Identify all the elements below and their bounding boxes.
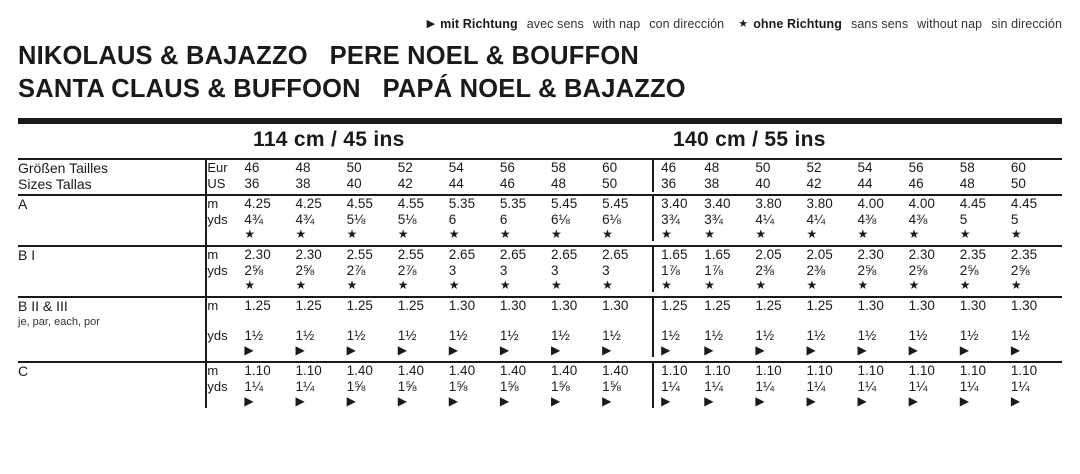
b1-yds-140-4: 2⅝ — [857, 263, 877, 279]
size-eur-140-4: 54 — [857, 160, 873, 176]
b23-nap-114-0: ▶ — [244, 343, 254, 358]
a-yds-140-1: 3¾ — [704, 212, 724, 228]
c-nap-unit-blank — [206, 394, 244, 408]
c-yds-140-0: 1¼ — [653, 379, 704, 394]
b23-yds-114-0: 1½ — [244, 328, 264, 344]
piece-label-a: A — [18, 195, 206, 212]
piece-label-b1: B I — [18, 246, 206, 263]
b1-nap-140-1: ★ — [704, 278, 716, 293]
c-m-114-1: 1.10 — [296, 362, 347, 379]
table-row-c-yds — [18, 379, 1062, 394]
b23-nap-spacer — [18, 343, 206, 357]
c-yds-114-6: 1⅝ — [550, 379, 570, 395]
size-eur-140-1: 48 — [704, 160, 720, 176]
a-m-114-1: 4.25 — [296, 195, 347, 212]
piece-label-c: C — [18, 362, 206, 379]
b23-m-114-0: 1.25 — [244, 297, 295, 328]
c-nap-140-7: ▶ — [1010, 394, 1021, 409]
c-yds-114-2: 1⅝ — [346, 379, 366, 395]
b1-yds-114-3: 2⅞ — [397, 263, 417, 279]
b1-nap-140-7: ★ — [1010, 278, 1022, 293]
c-m-140-6: 1.10 — [960, 362, 1011, 379]
b23-yds-140-3: 1½ — [806, 328, 826, 344]
c-nap-140-3: ▶ — [806, 394, 816, 409]
table-row-c-m — [18, 362, 1062, 379]
b23-nap-114-1: ▶ — [295, 343, 305, 358]
a-nap-unit-blank — [206, 227, 244, 241]
table-row-a-nap — [18, 227, 1062, 241]
table-row-c-nap — [18, 394, 1062, 408]
c-nap-114-7: ▶ — [602, 394, 612, 409]
b23-m-140-0: 1.25 — [653, 297, 704, 328]
unit-m-b1: m — [206, 246, 244, 263]
a-m-140-4: 4.00 — [858, 195, 909, 212]
b1-m-114-3: 2.55 — [398, 246, 449, 263]
c-m-114-6: 1.40 — [551, 362, 602, 379]
piece-label-b23-text: B II & III — [18, 298, 68, 315]
b1-m-114-4: 2.65 — [449, 246, 500, 263]
b1-nap-114-1: ★ — [295, 278, 307, 293]
b23-yds-114-2: 1½ — [346, 328, 366, 344]
b23-nap-unit-blank — [206, 343, 244, 357]
a-m-140-2: 3.80 — [755, 195, 806, 212]
a-nap-140-2: ★ — [755, 227, 767, 242]
a-m-114-0: 4.25 — [244, 195, 295, 212]
b23-yds-114-1: 1½ — [295, 328, 315, 344]
a-yds-114-4: 6 — [448, 212, 457, 228]
a-yds-140-3: 4¼ — [806, 212, 826, 228]
b1-yds-114-1: 2⅝ — [295, 263, 315, 279]
b1-nap-140-6: ★ — [959, 278, 971, 293]
b23-m-140-5: 1.30 — [909, 297, 960, 328]
c-m-114-7: 1.40 — [602, 362, 653, 379]
size-eur-114-6: 58 — [550, 160, 567, 176]
b23-yds-114-6: 1½ — [550, 328, 570, 344]
size-us-114-5: 46 — [499, 176, 515, 192]
c-m-140-4: 1.10 — [858, 362, 909, 379]
size-eur-114-5: 56 — [499, 160, 515, 176]
size-us-140-5: 46 — [908, 176, 924, 192]
size-us-114-3: 42 — [397, 176, 413, 192]
c-nap-114-1: ▶ — [295, 394, 305, 409]
size-eur-140-0: 46 — [653, 160, 704, 176]
b1-nap-140-0: ★ — [653, 278, 704, 292]
a-nap-140-1: ★ — [704, 227, 716, 242]
a-yds-114-6: 6⅛ — [550, 212, 570, 228]
unit-yds-a: yds — [206, 212, 244, 227]
table-row-b1-m — [18, 246, 1062, 263]
c-m-140-3: 1.10 — [806, 362, 857, 379]
a-m-140-3: 3.80 — [806, 195, 857, 212]
b23-nap-140-3: ▶ — [806, 343, 816, 358]
table-row-b23-nap — [18, 343, 1062, 357]
table-row-b1-yds — [18, 263, 1062, 278]
a-m-140-6: 4.45 — [960, 195, 1011, 212]
size-us-140-4: 44 — [857, 176, 873, 192]
c-m-114-2: 1.40 — [347, 362, 398, 379]
c-m-140-5: 1.10 — [909, 362, 960, 379]
nap-legend — [18, 0, 1062, 34]
b1-yds-114-0: 2⅝ — [244, 263, 264, 279]
c-yds-114-3: 1⅝ — [397, 379, 417, 395]
a-yds-140-4: 4⅜ — [857, 212, 877, 228]
a-yds-140-6: 5 — [959, 212, 968, 228]
b23-m-114-7: 1.30 — [602, 297, 653, 328]
a-nap-114-3: ★ — [397, 227, 409, 242]
b1-nap-114-6: ★ — [550, 278, 562, 293]
a-m-140-0: 3.40 — [653, 195, 704, 212]
b1-yds-114-5: 3 — [499, 263, 508, 279]
b23-m-140-1: 1.25 — [704, 297, 755, 328]
table-row-size-eur — [18, 160, 1062, 176]
a-yds-114-1: 4¾ — [295, 212, 315, 228]
b23-m-114-4: 1.30 — [449, 297, 500, 328]
b1-nap-140-3: ★ — [806, 278, 818, 293]
piece-sublabel-b23: je, par, each, por — [18, 316, 100, 329]
table-row-b23-m — [18, 297, 1062, 328]
size-eur-114-0: 46 — [244, 160, 260, 176]
table-row-b23-yds — [18, 328, 1062, 343]
c-nap-114-6: ▶ — [550, 394, 561, 409]
b23-nap-140-0: ▶ — [653, 343, 704, 357]
b1-nap-140-5: ★ — [908, 278, 920, 293]
size-eur-140-6: 58 — [959, 160, 975, 176]
b1-yds-140-6: 2⅝ — [959, 263, 979, 279]
b1-yds-114-4: 3 — [448, 263, 457, 279]
a-m-114-4: 5.35 — [449, 195, 500, 212]
size-us-140-6: 48 — [959, 176, 975, 192]
b23-nap-140-5: ▶ — [908, 343, 918, 358]
c-yds-140-5: 1¼ — [908, 379, 928, 395]
b23-yds-140-4: 1½ — [857, 328, 877, 344]
b23-m-140-6: 1.30 — [960, 297, 1011, 328]
b1-m-140-0: 1.65 — [653, 246, 704, 263]
b1-m-140-4: 2.30 — [858, 246, 909, 263]
c-yds-140-2: 1¼ — [755, 379, 775, 395]
c-nap-140-6: ▶ — [959, 394, 969, 409]
b23-nap-140-7: ▶ — [1010, 343, 1021, 358]
b23-m-140-2: 1.25 — [755, 297, 806, 328]
b23-m-114-5: 1.30 — [500, 297, 551, 328]
b23-m-114-1: 1.25 — [296, 297, 347, 328]
b1-m-140-5: 2.30 — [909, 246, 960, 263]
b23-nap-140-4: ▶ — [857, 343, 867, 358]
unit-m-a: m — [206, 195, 244, 212]
c-yds-114-4: 1⅝ — [448, 379, 468, 395]
size-label-en: Sizes Tallas — [18, 176, 92, 193]
piece-sublabel-a — [18, 212, 206, 227]
c-m-140-1: 1.10 — [704, 362, 755, 379]
a-yds-140-0: 3¾ — [653, 212, 704, 227]
a-yds-140-5: 4⅜ — [908, 212, 928, 228]
b1-m-114-5: 2.65 — [500, 246, 551, 263]
with-nap-label-es: con dirección — [649, 17, 725, 31]
size-us-140-7: 50 — [1010, 176, 1026, 192]
b1-m-140-7: 2.35 — [1011, 246, 1062, 263]
unit-yds-b1: yds — [206, 263, 244, 278]
without-nap-label-fr: sans sens — [850, 17, 909, 31]
b1-nap-114-7: ★ — [602, 278, 613, 293]
b23-yds-114-7: 1½ — [602, 328, 621, 344]
b1-nap-140-2: ★ — [755, 278, 767, 293]
b23-m-140-7: 1.30 — [1011, 297, 1062, 328]
a-nap-114-4: ★ — [448, 227, 460, 242]
c-yds-114-1: 1¼ — [295, 379, 315, 395]
c-m-114-0: 1.10 — [244, 362, 295, 379]
a-yds-114-3: 5⅛ — [397, 212, 417, 228]
a-m-114-7: 5.45 — [602, 195, 653, 212]
b1-m-140-1: 1.65 — [704, 246, 755, 263]
b23-yds-spacer — [18, 328, 206, 343]
c-yds-140-3: 1¼ — [806, 379, 826, 395]
size-eur-114-1: 48 — [295, 160, 311, 176]
unit-yds-b23: yds — [206, 328, 244, 343]
a-nap-140-4: ★ — [857, 227, 869, 242]
c-nap-114-0: ▶ — [244, 394, 254, 409]
b1-nap-140-4: ★ — [857, 278, 869, 293]
without-nap-label-en: without nap — [917, 17, 983, 31]
a-nap-140-0: ★ — [653, 227, 704, 241]
with-nap-label-de: mit Richtung — [440, 17, 518, 31]
b23-m-114-6: 1.30 — [551, 297, 602, 328]
a-yds-114-7: 6⅛ — [602, 212, 621, 228]
a-nap-140-7: ★ — [1010, 227, 1022, 242]
size-eur-114-4: 54 — [448, 160, 464, 176]
b23-nap-114-3: ▶ — [397, 343, 407, 358]
a-nap-140-3: ★ — [806, 227, 818, 242]
fabric-width-114: 114 cm / 45 ins — [253, 128, 405, 152]
c-yds-114-7: 1⅝ — [602, 379, 621, 395]
a-nap-114-5: ★ — [499, 227, 511, 242]
size-us-140-0: 36 — [653, 176, 704, 192]
with-nap-label-fr: avec sens — [526, 17, 584, 31]
b1-m-114-6: 2.65 — [551, 246, 602, 263]
size-us-114-0: 36 — [244, 176, 260, 192]
b23-yds-140-5: 1½ — [908, 328, 928, 344]
fabric-width-header-row — [18, 124, 1062, 158]
unit-m-b23: m — [206, 297, 244, 328]
b1-yds-140-7: 2⅝ — [1010, 263, 1030, 279]
a-nap-140-6: ★ — [959, 227, 971, 242]
c-nap-114-5: ▶ — [499, 394, 510, 409]
legend-without-nap — [738, 17, 1062, 31]
a-m-114-5: 5.35 — [500, 195, 551, 212]
a-nap-114-6: ★ — [550, 227, 562, 242]
c-m-114-4: 1.40 — [449, 362, 500, 379]
with-nap-label-en: with nap — [592, 17, 641, 31]
pattern-title-block — [18, 40, 1062, 106]
c-nap-140-4: ▶ — [857, 394, 867, 409]
a-nap-140-5: ★ — [908, 227, 920, 242]
size-eur-140-2: 50 — [755, 160, 771, 176]
b1-yds-114-7: 3 — [602, 263, 610, 279]
size-us-140-1: 38 — [704, 176, 720, 192]
without-nap-star-icon: ★ — [738, 18, 749, 30]
b1-nap-spacer — [18, 278, 206, 292]
a-nap-114-7: ★ — [602, 227, 613, 242]
b1-m-114-0: 2.30 — [244, 246, 295, 263]
without-nap-label-es: sin dirección — [991, 17, 1062, 31]
a-m-114-6: 5.45 — [551, 195, 602, 212]
b1-nap-114-2: ★ — [346, 278, 358, 293]
c-yds-114-5: 1⅝ — [499, 379, 519, 395]
size-us-114-7: 50 — [602, 176, 618, 192]
size-unit-eur: Eur — [206, 160, 244, 176]
b23-yds-114-5: 1½ — [499, 328, 519, 344]
piece-label-b23 — [18, 297, 206, 328]
size-eur-114-2: 50 — [346, 160, 362, 176]
a-yds-114-5: 6 — [499, 212, 508, 228]
b23-nap-140-2: ▶ — [755, 343, 765, 358]
b1-nap-114-4: ★ — [448, 278, 460, 293]
c-m-140-0: 1.10 — [653, 362, 704, 379]
b23-nap-114-7: ▶ — [602, 343, 612, 358]
b23-nap-114-5: ▶ — [499, 343, 510, 358]
a-yds-114-0: 4¾ — [244, 212, 264, 228]
c-m-114-5: 1.40 — [500, 362, 551, 379]
table-row-b1-nap — [18, 278, 1062, 292]
unit-yds-c: yds — [206, 379, 244, 394]
c-nap-140-1: ▶ — [704, 394, 714, 409]
c-nap-140-2: ▶ — [755, 394, 765, 409]
b23-yds-140-7: 1½ — [1010, 328, 1030, 344]
yardage-table — [18, 160, 1062, 408]
b1-m-114-1: 2.30 — [296, 246, 347, 263]
c-m-114-3: 1.40 — [398, 362, 449, 379]
b1-yds-140-1: 1⅞ — [704, 263, 724, 279]
a-nap-114-0: ★ — [244, 227, 256, 242]
b1-m-114-2: 2.55 — [347, 246, 398, 263]
a-m-140-5: 4.00 — [909, 195, 960, 212]
b23-yds-140-6: 1½ — [959, 328, 979, 344]
b1-nap-unit-blank — [206, 278, 244, 292]
title-line-en-es: SANTA CLAUS & BUFFOON PAPÁ NOEL & BAJAZZO — [18, 75, 686, 104]
b1-m-114-7: 2.65 — [602, 246, 653, 263]
size-eur-140-5: 56 — [908, 160, 924, 176]
size-us-114-2: 40 — [346, 176, 362, 192]
a-nap-spacer — [18, 227, 206, 241]
b23-yds-140-1: 1½ — [704, 328, 724, 344]
table-row-a-yds — [18, 212, 1062, 227]
size-eur-140-7: 60 — [1010, 160, 1026, 176]
size-us-114-1: 38 — [295, 176, 311, 192]
fabric-width-140: 140 cm / 55 ins — [673, 128, 826, 152]
size-eur-114-3: 52 — [397, 160, 413, 176]
b1-m-140-2: 2.05 — [755, 246, 806, 263]
c-nap-114-2: ▶ — [346, 394, 356, 409]
a-nap-114-1: ★ — [295, 227, 307, 242]
b23-m-140-4: 1.30 — [858, 297, 909, 328]
size-us-114-6: 48 — [550, 176, 567, 192]
title-line-de-fr: NIKOLAUS & BAJAZZO PERE NOEL & BOUFFON — [18, 42, 639, 70]
size-unit-us: US — [206, 176, 244, 192]
b23-nap-114-2: ▶ — [346, 343, 356, 358]
with-nap-arrow-icon: ▶ — [426, 18, 436, 30]
b1-m-140-3: 2.05 — [806, 246, 857, 263]
c-nap-114-3: ▶ — [397, 394, 407, 409]
c-yds-140-6: 1¼ — [959, 379, 979, 395]
b1-yds-140-3: 2⅜ — [806, 263, 826, 279]
c-m-140-2: 1.10 — [755, 362, 806, 379]
c-nap-140-0: ▶ — [653, 394, 704, 408]
c-nap-spacer — [18, 394, 206, 408]
b23-nap-114-6: ▶ — [550, 343, 561, 358]
b23-m-114-2: 1.25 — [347, 297, 398, 328]
piece-sublabel-b1 — [18, 263, 206, 278]
legend-with-nap — [427, 17, 725, 31]
c-yds-140-1: 1¼ — [704, 379, 724, 395]
b23-m-114-3: 1.25 — [398, 297, 449, 328]
b1-yds-140-0: 1⅞ — [653, 263, 704, 278]
b1-nap-114-5: ★ — [499, 278, 511, 293]
size-us-140-3: 42 — [806, 176, 822, 192]
a-yds-114-2: 5⅛ — [346, 212, 366, 228]
b1-nap-114-0: ★ — [244, 278, 256, 293]
b23-m-140-3: 1.25 — [806, 297, 857, 328]
c-nap-140-5: ▶ — [908, 394, 918, 409]
b23-nap-114-4: ▶ — [448, 343, 459, 358]
a-m-140-1: 3.40 — [704, 195, 755, 212]
size-us-140-2: 40 — [755, 176, 771, 192]
size-eur-114-7: 60 — [602, 160, 618, 176]
piece-sublabel-c — [18, 379, 206, 394]
without-nap-label-de: ohne Richtung — [753, 17, 842, 31]
c-yds-140-4: 1¼ — [857, 379, 877, 395]
b1-nap-114-3: ★ — [397, 278, 409, 293]
a-m-114-3: 4.55 — [398, 195, 449, 212]
table-row-a-m — [18, 195, 1062, 212]
b23-nap-140-6: ▶ — [959, 343, 969, 358]
c-m-140-7: 1.10 — [1011, 362, 1062, 379]
a-nap-114-2: ★ — [346, 227, 358, 242]
b1-yds-140-5: 2⅝ — [908, 263, 928, 279]
c-yds-114-0: 1¼ — [244, 379, 264, 395]
table-row-size-us — [18, 176, 1062, 192]
b1-yds-114-6: 3 — [550, 263, 559, 279]
a-yds-140-7: 5 — [1010, 212, 1019, 228]
c-yds-140-7: 1¼ — [1010, 379, 1030, 395]
b23-yds-140-0: 1½ — [653, 328, 704, 343]
b1-yds-140-2: 2⅜ — [755, 263, 775, 279]
b23-nap-140-1: ▶ — [704, 343, 714, 358]
a-yds-140-2: 4¼ — [755, 212, 775, 228]
b1-m-140-6: 2.35 — [960, 246, 1011, 263]
b23-yds-114-3: 1½ — [397, 328, 417, 344]
size-eur-140-3: 52 — [806, 160, 822, 176]
size-label-de: Größen Tailles — [18, 160, 109, 177]
unit-m-c: m — [206, 362, 244, 379]
b23-yds-114-4: 1½ — [448, 328, 468, 344]
a-m-140-7: 4.45 — [1011, 195, 1062, 212]
b1-yds-114-2: 2⅞ — [346, 263, 366, 279]
c-nap-114-4: ▶ — [448, 394, 459, 409]
size-us-114-4: 44 — [448, 176, 464, 192]
a-m-114-2: 4.55 — [347, 195, 398, 212]
b23-yds-140-2: 1½ — [755, 328, 775, 344]
